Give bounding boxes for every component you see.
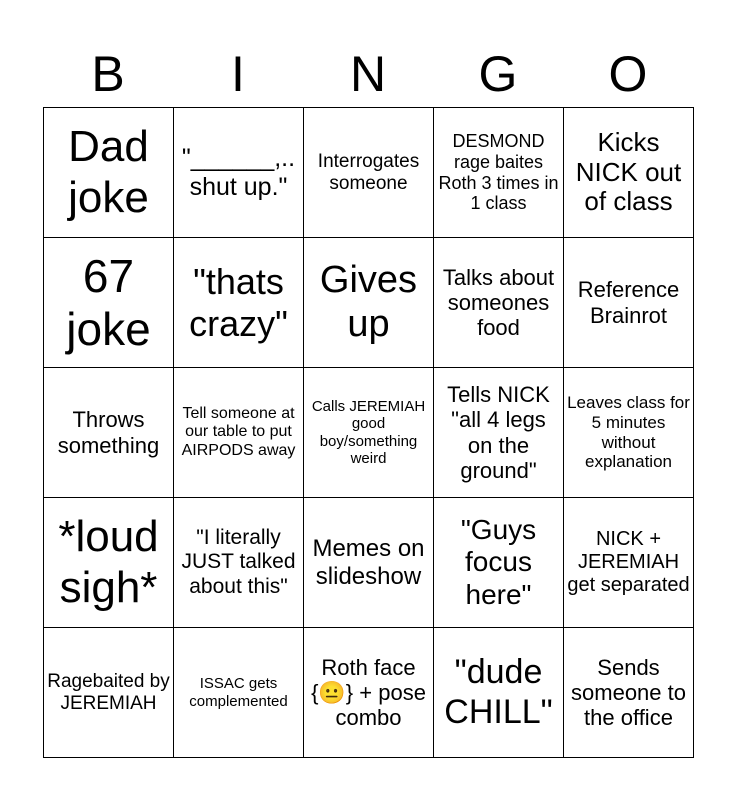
bingo-cell[interactable]: *loud sigh* [44,498,174,628]
header-letter-i: I [231,46,245,102]
bingo-cell[interactable]: Calls JEREMIAH good boy/something weird [304,368,434,498]
bingo-cell[interactable]: Tell someone at our table to put AIRPODS away [174,368,304,498]
bingo-cell[interactable]: Leaves class for 5 minutes without explanation [564,368,694,498]
bingo-cell[interactable]: ISSAC gets complemented [174,628,304,758]
header-letter-n: N [349,46,387,102]
bingo-cell[interactable]: "Guys focus here" [434,498,564,628]
bingo-cell[interactable]: Dad joke [44,108,174,238]
bingo-cell[interactable]: Ragebaited by JEREMIAH [44,628,174,758]
bingo-cell[interactable]: NICK + JEREMIAH get separated [564,498,694,628]
header-letter-g: G [478,46,518,102]
bingo-cell[interactable]: "thats crazy" [174,238,304,368]
bingo-cell[interactable]: Interrogates someone [304,108,434,238]
board-row [44,498,694,628]
header-letter-o: O [608,46,648,102]
bingo-cell[interactable]: Kicks NICK out of class [564,108,694,238]
bingo-cell[interactable]: Roth face {😐} + pose combo [304,628,434,758]
board-row [44,368,694,498]
bingo-cell[interactable]: Memes on slideshow [304,498,434,628]
bingo-cell[interactable]: Talks about someones food [434,238,564,368]
bingo-cell[interactable]: Throws something [44,368,174,498]
board-row [44,108,694,238]
bingo-cell[interactable]: Reference Brainrot [564,238,694,368]
bingo-header [43,44,693,104]
board-row [44,628,694,758]
bingo-cell[interactable]: Sends someone to the office [564,628,694,758]
bingo-board [43,107,694,758]
bingo-cell[interactable]: "I literally JUST talked about this" [174,498,304,628]
board-row [44,238,694,368]
bingo-cell[interactable]: DESMOND rage baites Roth 3 times in 1 class [434,108,564,238]
bingo-cell[interactable]: Tells NICK "all 4 legs on the ground" [434,368,564,498]
header-letter-b: B [91,46,125,102]
bingo-cell[interactable]: "dude CHILL" [434,628,564,758]
bingo-cell[interactable]: "______,.. shut up." [174,108,304,238]
bingo-cell[interactable]: 67 joke [44,238,174,368]
bingo-cell[interactable]: Gives up [304,238,434,368]
